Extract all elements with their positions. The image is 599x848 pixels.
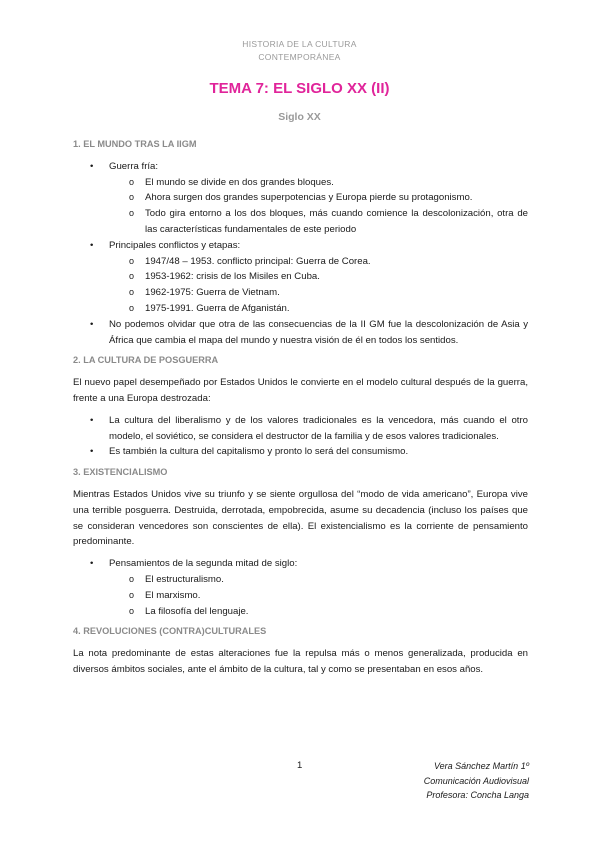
- list-item: [73, 317, 528, 349]
- list-item-text: La cultura del liberalismo y de los valores tradicionales es la vencedora, más cuando el otro modelo, el soviético, se considera el destructor de la familia y de esos valores tradicionales.: [109, 414, 528, 442]
- list-item-text: El estructuralismo.: [145, 573, 224, 585]
- footer-author: Vera Sánchez Martín 1º: [433, 761, 529, 771]
- section-heading: 3. EXISTENCIALISMO: [73, 467, 168, 478]
- sub-list-item: [73, 572, 528, 588]
- list-item: [73, 159, 528, 175]
- bullet-list: [73, 556, 528, 619]
- course-header-line1: HISTORIA DE LA CULTURA: [242, 39, 357, 49]
- list-item-text: 1947/48 – 1953. conflicto principal: Guerra de Corea.: [145, 255, 371, 267]
- circle-bullet-icon: o: [129, 255, 135, 266]
- section-heading: 1. EL MUNDO TRAS LA IIGM: [73, 139, 197, 149]
- list-item-text: Ahora surgen dos grandes superpotencias y Europa pierde su protagonismo.: [145, 192, 473, 204]
- sub-list-item: [73, 190, 528, 206]
- paragraph: El nuevo papel desempeñado por Estados Unidos le convierte en el modelo cultural después de la guerra, frente a una Europa destrozada:: [73, 377, 528, 404]
- list-item-text: 1962-1975: Guerra de Vietnam.: [145, 287, 280, 299]
- footer-info: [424, 759, 529, 803]
- document-title: TEMA 7: EL SIGLO XX (II): [209, 80, 390, 97]
- list-item-text: Principales conflictos y etapas:: [109, 239, 241, 251]
- bullet-icon: •: [90, 414, 94, 426]
- section-heading: 2. LA CULTURA DE POSGUERRA: [73, 355, 219, 366]
- circle-bullet-icon: o: [129, 605, 135, 616]
- document-body: [73, 137, 528, 684]
- sub-list-item: [73, 301, 528, 317]
- list-item-text: 1953-1962: crisis de los Misiles en Cuba.: [145, 271, 320, 283]
- bullet-icon: •: [90, 160, 94, 172]
- sub-list-item: [73, 175, 528, 191]
- circle-bullet-icon: o: [129, 176, 135, 187]
- footer-teacher: Profesora: Concha Langa: [426, 790, 529, 800]
- list-item-text: 1975-1991. Guerra de Afganistán.: [145, 302, 290, 314]
- list-item-text: La filosofía del lenguaje.: [145, 605, 249, 617]
- course-header-line2: CONTEMPORÁNEA: [258, 52, 341, 62]
- paragraph: La nota predominante de estas alteraciones fue la repulsa más o menos generalizada, producida en diversos ámbitos sociales, ante el ámbito de la cultura, tal y como se presentaban en esos años.: [73, 648, 528, 675]
- sub-list-item: [73, 269, 528, 285]
- list-item-text: Guerra fría:: [109, 160, 159, 172]
- circle-bullet-icon: o: [129, 589, 135, 600]
- bullet-icon: •: [90, 446, 94, 458]
- circle-bullet-icon: o: [129, 302, 135, 313]
- list-item-text: Todo gira entorno a los dos bloques, más cuando comience la descolonización, otra de las características fundamentales de este periodo: [145, 208, 528, 235]
- circle-bullet-icon: o: [129, 208, 135, 219]
- list-item-text: El marxismo.: [145, 589, 201, 601]
- sub-list-item: [73, 604, 528, 620]
- circle-bullet-icon: o: [129, 271, 135, 282]
- list-item: [73, 556, 528, 572]
- sub-list-item: [73, 254, 528, 270]
- sub-list-item: [73, 206, 528, 238]
- paragraph: Mientras Estados Unidos vive su triunfo y se siente orgullosa del “modo de vida americano”, Europa vive una terrible posguerra. Destruida, derrotada, empobrecida, asume su decadencia (incluso los países que se consideran vencedores son conscientes de ella). El existencialismo es la corriente de pensamiento predominante.: [73, 488, 528, 548]
- course-header: [0, 38, 599, 64]
- list-item: [73, 238, 528, 254]
- bullet-icon: •: [90, 239, 94, 251]
- list-item: [73, 413, 528, 445]
- bullet-icon: •: [90, 318, 94, 330]
- footer-course: Comunicación Audiovisual: [423, 775, 529, 786]
- list-item-text: No podemos olvidar que otra de las consecuencias de la II GM fue la descolonización de Asia y África que cambia el mapa del mundo y nuestra visión de él en todos los sentidos.: [109, 318, 528, 346]
- list-item-text: Es también la cultura del capitalismo y pronto lo será del consumismo.: [109, 446, 409, 458]
- document-subtitle: Siglo XX: [278, 111, 321, 123]
- list-item-text: El mundo se divide en dos grandes bloques.: [145, 176, 334, 188]
- section-heading: 4. REVOLUCIONES (CONTRA)CULTURALES: [73, 626, 267, 637]
- bullet-list: [73, 413, 528, 460]
- circle-bullet-icon: o: [129, 192, 135, 203]
- list-item: [73, 444, 528, 460]
- bullet-list: [73, 159, 528, 349]
- circle-bullet-icon: o: [129, 287, 135, 298]
- circle-bullet-icon: o: [129, 573, 135, 584]
- sub-list-item: [73, 285, 528, 301]
- bullet-icon: •: [90, 558, 94, 570]
- page-number: 1: [297, 760, 303, 771]
- list-item-text: Pensamientos de la segunda mitad de siglo:: [109, 558, 298, 570]
- sub-list-item: [73, 588, 528, 604]
